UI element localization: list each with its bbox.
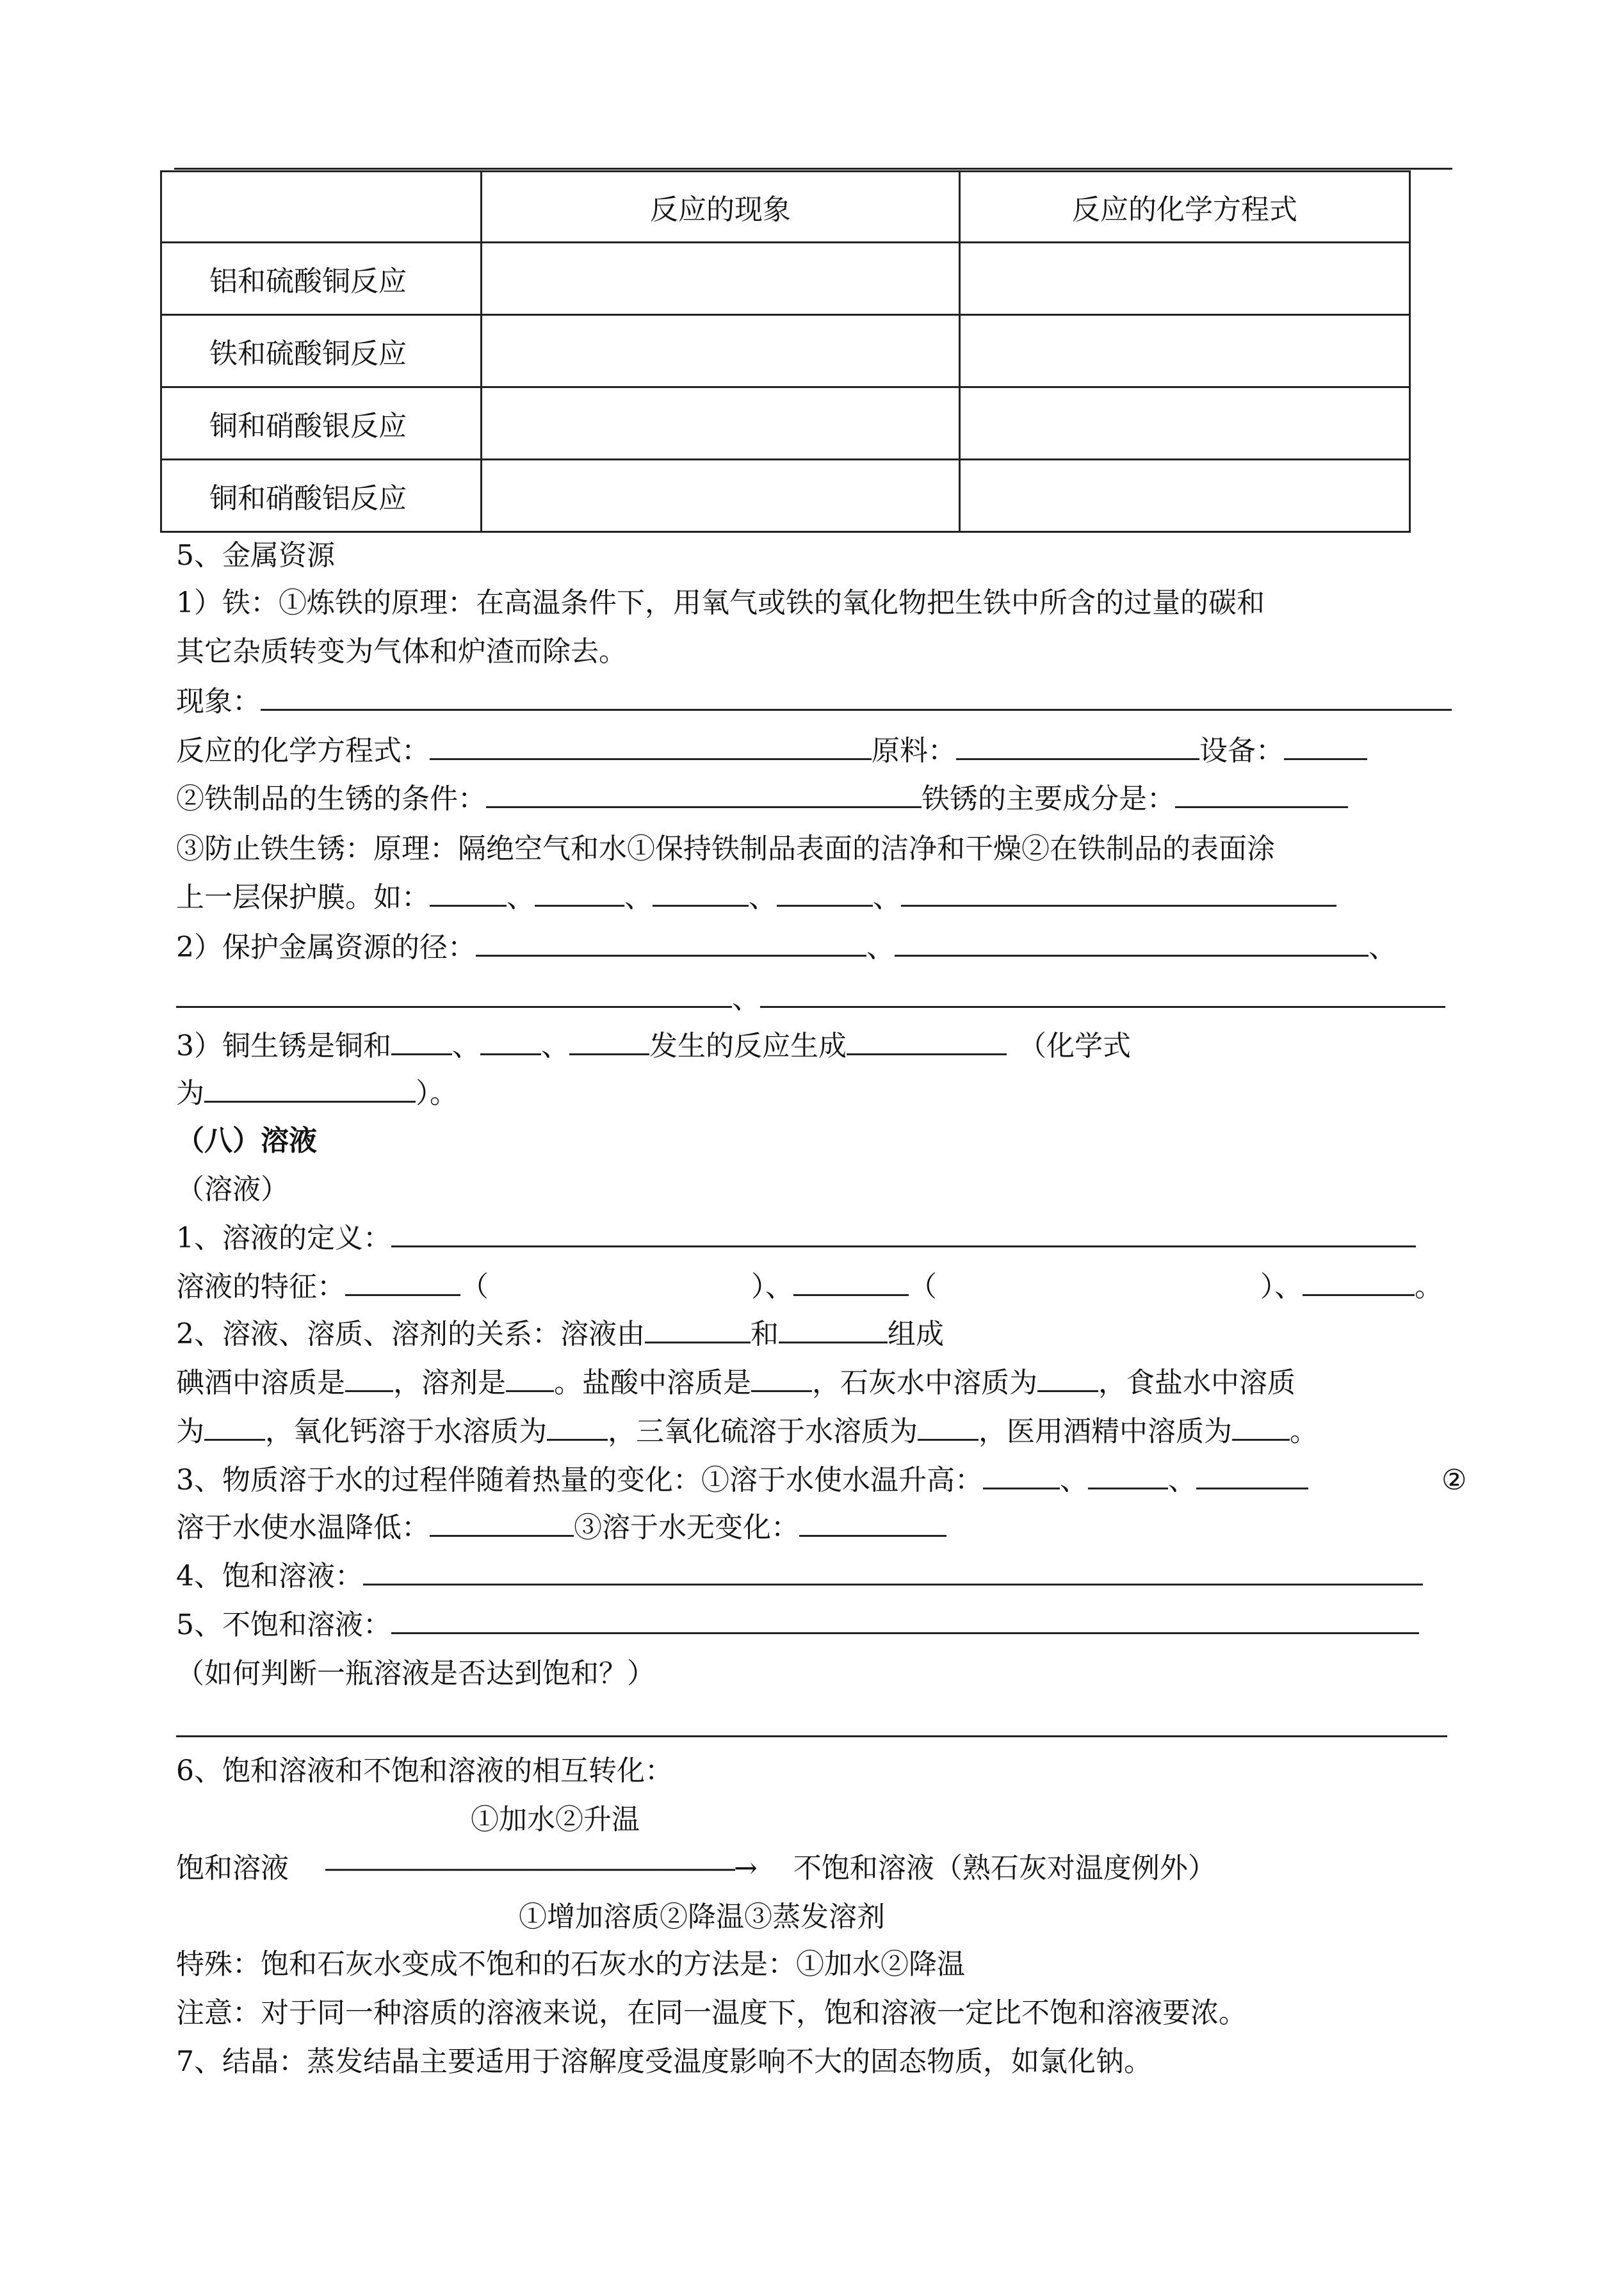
separator: 、 xyxy=(873,881,901,914)
label: 不饱和溶液（熟石灰对温度例外） xyxy=(793,1852,1216,1885)
label: 溶液的特征： xyxy=(176,1270,345,1303)
table-header-cell: 反应的现象 xyxy=(482,172,960,243)
phenomenon-cell[interactable] xyxy=(482,315,960,387)
blank[interactable] xyxy=(799,1509,946,1537)
blank[interactable] xyxy=(391,1607,1419,1634)
label: 设备： xyxy=(1199,734,1284,767)
blank[interactable] xyxy=(653,879,749,907)
sub-heading: （溶液） xyxy=(176,1173,289,1206)
text-line xyxy=(176,732,1367,770)
label: 碘酒中溶质是 xyxy=(176,1366,345,1399)
text-line: ③防止铁生锈：原理：隔绝空气和水①保持铁制品表面的洁净和干燥②在铁制品的表面涂 xyxy=(176,832,1275,865)
blank[interactable] xyxy=(547,1413,608,1441)
blank[interactable] xyxy=(176,980,732,1008)
reaction-name: 铁和硫酸铜反应 xyxy=(161,315,482,387)
text-line xyxy=(176,929,1397,967)
label: ，医用酒精中溶质为 xyxy=(978,1415,1232,1448)
table-header-cell: 反应的化学方程式 xyxy=(960,172,1410,243)
paren: ）、 xyxy=(1260,1270,1303,1303)
label: 2）保护金属资源的径： xyxy=(176,931,476,964)
blank[interactable] xyxy=(645,1316,751,1343)
blank[interactable] xyxy=(1175,781,1348,808)
text-line: 特殊：饱和石灰水变成不饱和的石灰水的方法是：①加水②降温 xyxy=(176,1948,965,1981)
equation-cell[interactable] xyxy=(960,243,1410,315)
equation-cell[interactable] xyxy=(960,460,1410,532)
reaction-name: 铜和硝酸银反应 xyxy=(161,387,482,460)
label: 组成 xyxy=(888,1318,944,1350)
blank[interactable] xyxy=(480,1028,541,1055)
header-rule xyxy=(174,168,1452,170)
reaction-name: 铜和硝酸铝反应 xyxy=(161,460,482,532)
text-line xyxy=(176,1557,1423,1596)
separator: 、 xyxy=(507,881,535,914)
text-line: （如何判断一瓶溶液是否达到饱和？） xyxy=(176,1657,655,1690)
label: 上一层保护膜。如： xyxy=(176,881,430,914)
text-line xyxy=(176,780,1348,818)
text-line: 7、结晶：蒸发结晶主要适用于溶解度受温度影响不大的固态物质，如氯化钠。 xyxy=(176,2045,1152,2078)
separator: 、 xyxy=(541,1030,569,1062)
text-line xyxy=(176,980,1445,1018)
label: ，食盐水中溶质 xyxy=(1098,1366,1295,1399)
blank[interactable] xyxy=(1232,1413,1290,1441)
text-line: 1）铁：①炼铁的原理：在高温条件下，用氧气或铁的氧化物把生铁中所含的过量的碳和 xyxy=(176,587,1265,619)
blank[interactable] xyxy=(1037,1365,1098,1392)
text-line xyxy=(176,683,1452,721)
label: ，氧化钙溶于水溶质为 xyxy=(265,1415,547,1448)
text-line: 注意：对于同一种溶质的溶液来说，在同一温度下，饱和溶液一定比不饱和溶液要浓。 xyxy=(176,1997,1247,2029)
label: ，溶剂是 xyxy=(393,1366,506,1399)
arrow-label-bottom: ①增加溶质②降温③蒸发溶剂 xyxy=(519,1901,885,1933)
phenomenon-cell[interactable] xyxy=(482,460,960,532)
blank[interactable] xyxy=(983,1462,1060,1489)
arrow: ————————————————→ xyxy=(324,1852,755,1885)
label: ，三氧化硫溶于水溶质为 xyxy=(608,1415,918,1448)
blank[interactable] xyxy=(847,1028,1007,1055)
label: 1、溶液的定义： xyxy=(176,1222,391,1254)
phenomenon-cell[interactable] xyxy=(482,243,960,315)
label: 反应的化学方程式： xyxy=(176,734,430,767)
label: 为 xyxy=(176,1077,204,1110)
blank[interactable] xyxy=(956,733,1199,760)
blank[interactable] xyxy=(1088,1462,1168,1489)
text-line xyxy=(176,1606,1419,1644)
blank[interactable] xyxy=(569,1028,649,1055)
blank[interactable] xyxy=(430,879,507,907)
reaction-table xyxy=(160,170,1411,533)
label: 发生的反应生成 xyxy=(649,1030,847,1062)
label: 2、溶液、溶质、溶剂的关系：溶液由 xyxy=(176,1318,645,1350)
text-line xyxy=(176,1461,1466,1500)
paren: （ xyxy=(460,1270,489,1303)
label: 现象： xyxy=(176,685,261,718)
label: 3、物质溶于水的过程伴随着热量的变化：①溶于水使水温升高： xyxy=(176,1464,983,1496)
arrow-label-top: ①加水②升温 xyxy=(471,1803,640,1836)
separator: 、 xyxy=(732,982,760,1015)
blank[interactable] xyxy=(363,1558,1423,1585)
separator: 、 xyxy=(749,881,777,914)
separator: 、 xyxy=(624,881,653,914)
equation-cell[interactable] xyxy=(960,387,1410,460)
blank[interactable] xyxy=(476,929,866,957)
label: 溶于水使水温降低： xyxy=(176,1511,430,1544)
table-header-row xyxy=(161,172,1410,243)
label: 3）铜生锈是铜和 xyxy=(176,1030,391,1062)
text-line xyxy=(176,1219,1416,1258)
separator: 、 xyxy=(1060,1464,1088,1496)
blank[interactable] xyxy=(779,1316,888,1343)
label: 铁锈的主要成分是： xyxy=(922,783,1175,815)
label: 4、饱和溶液： xyxy=(176,1560,363,1593)
text-line xyxy=(176,1075,458,1113)
table-row xyxy=(161,243,1410,315)
phenomenon-cell[interactable] xyxy=(482,387,960,460)
label: ，石灰水中溶质为 xyxy=(812,1366,1037,1399)
text-line xyxy=(176,1268,1443,1306)
separator: 、 xyxy=(1368,931,1397,964)
blank[interactable] xyxy=(204,1075,416,1103)
blank[interactable] xyxy=(430,733,872,760)
label: 和 xyxy=(751,1318,779,1350)
blank[interactable] xyxy=(793,1269,909,1296)
period: 。 xyxy=(1290,1415,1318,1448)
label: ③溶于水无变化： xyxy=(574,1511,799,1544)
reaction-name: 铝和硫酸铜反应 xyxy=(161,243,482,315)
text-line: 其它杂质转变为气体和炉渣而除去。 xyxy=(176,635,627,668)
text-line xyxy=(176,1315,944,1354)
paren: （ xyxy=(909,1270,937,1303)
label: （化学式 xyxy=(1018,1030,1131,1062)
table-header-cell xyxy=(161,172,482,243)
blank[interactable] xyxy=(760,980,1445,1008)
blank[interactable] xyxy=(345,1269,460,1296)
blank[interactable] xyxy=(1196,1462,1308,1489)
table-row xyxy=(161,315,1410,387)
separator: 、 xyxy=(866,931,895,964)
label: 。盐酸中溶质是 xyxy=(554,1366,751,1399)
blank[interactable] xyxy=(751,1365,812,1392)
label: 饱和溶液 xyxy=(176,1852,289,1885)
separator: 、 xyxy=(452,1030,480,1062)
blank[interactable] xyxy=(261,683,1452,711)
separator: 、 xyxy=(1168,1464,1196,1496)
blank[interactable] xyxy=(486,781,922,808)
chapter-heading: （八）溶液 xyxy=(176,1124,317,1157)
label: 为 xyxy=(176,1415,204,1448)
blank[interactable] xyxy=(777,879,873,907)
paren: ）、 xyxy=(751,1270,793,1303)
blank[interactable] xyxy=(1284,733,1367,760)
conversion-line xyxy=(176,1849,1216,1888)
label: ）。 xyxy=(416,1077,458,1110)
blank[interactable] xyxy=(506,1365,554,1392)
text-line xyxy=(176,1364,1295,1402)
section-title: 5、金属资源 xyxy=(176,539,335,572)
label: 原料： xyxy=(872,734,956,767)
blank[interactable] xyxy=(345,1365,393,1392)
equation-cell[interactable] xyxy=(960,315,1410,387)
text-line xyxy=(176,1027,1131,1066)
label: ②铁制品的生锈的条件： xyxy=(176,783,486,815)
blank[interactable] xyxy=(391,1028,452,1055)
text-line: 6、饱和溶液和不饱和溶液的相互转化： xyxy=(176,1755,673,1787)
blank[interactable] xyxy=(918,1413,978,1441)
label: 5、不饱和溶液： xyxy=(176,1609,391,1641)
blank[interactable] xyxy=(535,879,624,907)
blank[interactable] xyxy=(204,1413,265,1441)
text-line xyxy=(176,879,1336,917)
blank[interactable] xyxy=(1303,1269,1415,1296)
text-line xyxy=(176,1509,946,1547)
table-row xyxy=(161,387,1410,460)
answer-line[interactable] xyxy=(176,1735,1447,1737)
blank[interactable] xyxy=(895,929,1368,957)
label: ② xyxy=(1441,1464,1467,1496)
blank[interactable] xyxy=(901,879,1336,907)
period: 。 xyxy=(1415,1270,1443,1303)
blank[interactable] xyxy=(430,1509,574,1537)
text-line xyxy=(176,1413,1318,1451)
blank[interactable] xyxy=(391,1220,1416,1247)
table-row xyxy=(161,460,1410,532)
